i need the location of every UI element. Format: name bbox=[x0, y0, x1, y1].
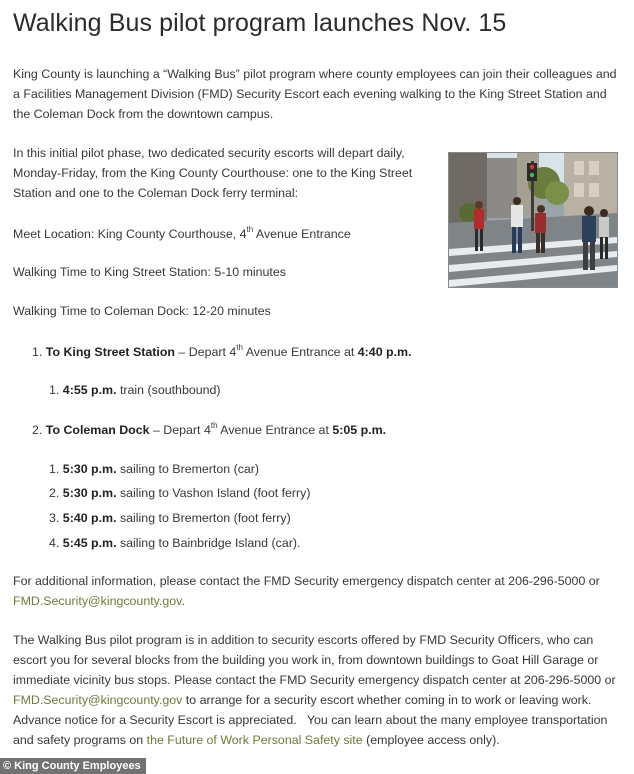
closing-paragraph: The Walking Bus pilot program is in addition to security escorts offered by FMD Security Officers, who can escort you for several blocks from the building you work in, from downtown buildings to Goat Hill Garage or immediate vicinity bus stops. Please contact the FMD Security emergency dispatch center at 206-296-5000 or FMD.Security@kingcounty.gov to arrange for a security escort whether coming in to work or leaving work. Advance notice for a Security Escort is appreciated. You can learn about the many employee transportation and safety programs on the Future of Work Personal Safety site (employee access only). bbox=[13, 633, 616, 747]
meet-location: Meet Location: King County Courthouse, 4th Avenue Entrance bbox=[13, 224, 351, 241]
personal-safety-site-link[interactable]: the Future of Work Personal Safety site bbox=[146, 733, 363, 747]
list-item: 3. 5:40 p.m. sailing to Bremerton (foot ferry) bbox=[49, 511, 291, 525]
list-item: 2. 5:30 p.m. sailing to Vashon Island (foot ferry) bbox=[49, 486, 311, 500]
route-coleman-dock: 2. To Coleman Dock – Depart 4th Avenue Entrance at 5:05 p.m. bbox=[32, 420, 387, 437]
list-item: 1. 4:55 p.m. train (southbound) bbox=[49, 383, 221, 397]
walking-time-king-street: Walking Time to King Street Station: 5-10 minutes bbox=[13, 265, 286, 279]
intro-paragraph: King County is launching a “Walking Bus” pilot program where county employees can join their colleagues and a Facilities Management Division (FMD) Security Escort each evening walking to the King Street Station and the Coleman Dock from the downtown campus. bbox=[13, 67, 617, 121]
street-crosswalk-photo bbox=[448, 152, 618, 288]
photo-credit-caption: © King County Employees bbox=[0, 758, 146, 774]
route-king-street: 1. To King Street Station – Depart 4th Avenue Entrance at 4:40 p.m. bbox=[32, 342, 412, 359]
photo-illustration bbox=[449, 153, 617, 287]
pilot-paragraph: In this initial pilot phase, two dedicated security escorts will depart daily, Monday-Friday, from the King County Courthouse: one to the King Street Station and one to the Coleman Dock ferry terminal: bbox=[13, 146, 413, 200]
list-item: 1. 5:30 p.m. sailing to Bremerton (car) bbox=[49, 462, 260, 476]
walking-time-coleman: Walking Time to Coleman Dock: 12-20 minutes bbox=[13, 304, 271, 318]
security-email-link[interactable]: FMD.Security@kingcounty.gov bbox=[13, 594, 182, 608]
contact-paragraph: For additional information, please contact the FMD Security emergency dispatch center at 206-296-5000 or FMD.Security@kingcounty.gov. bbox=[13, 574, 600, 608]
list-item: 4. 5:45 p.m. sailing to Bainbridge Island (car). bbox=[49, 536, 301, 550]
security-email-link-2[interactable]: FMD.Security@kingcounty.gov bbox=[13, 693, 183, 707]
page-title: Walking Bus pilot program launches Nov. 15 bbox=[13, 9, 507, 37]
